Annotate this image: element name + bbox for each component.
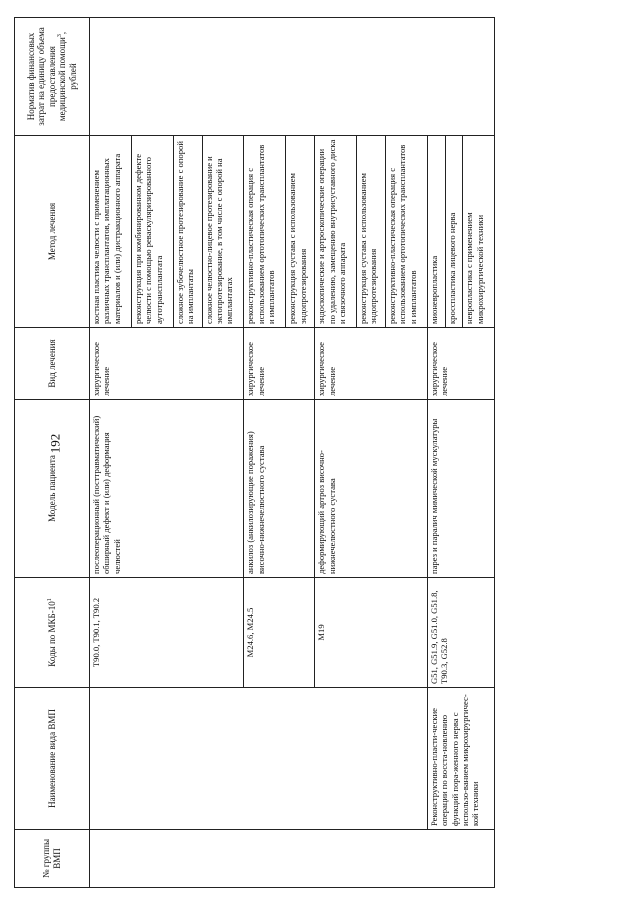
cell-treatment-method: реконструкция сустава с использованием эндопротезирования (356, 136, 385, 328)
cell-norm-cost (90, 18, 495, 136)
cell-treatment-method: реконструктивно-пластическая операция с использованием ортотопических трансплантатов и имплантатов (386, 136, 428, 328)
table-row (427, 18, 445, 888)
cell-treatment-method: мионевропластика (427, 136, 445, 328)
cell-treatment-type: хирургическое лечение (244, 328, 315, 400)
cell-patient-model: анкилоз (анкилозирующие поражения) височно-нижнечелюстного сустава (244, 400, 315, 578)
cell-treatment-method: сложное зубочелюстное протезирование с опорой на имплантаты (173, 136, 202, 328)
cell-treatment-type: хирургическое лечение (315, 328, 428, 400)
header-group-no: № группы ВМП (15, 830, 90, 888)
table-header-row (15, 18, 90, 888)
cell-treatment-method: реконструктивно-пластическая операция с использованием ортотопических трансплантатов и имплантатов (244, 136, 286, 328)
cell-treatment-method: реконструкция сустава с использованием эндопротезирования (286, 136, 315, 328)
header-treatment-method: Метод лечения (15, 136, 90, 328)
cell-icd-codes: M19 (315, 578, 428, 688)
header-icd-codes-text: Коды по МКБ-10 (46, 601, 57, 667)
cell-treatment-method: невропластика с применением микрохирургической техники (463, 136, 495, 328)
cell-patient-model: парез и паралич мимической мускулатуры (427, 400, 494, 578)
header-icd-footnote: 1 (46, 598, 53, 602)
cell-vmp-name (90, 688, 428, 830)
cell-treatment-method: эндоскопические и артроскопические операции по удалению, замещению внутрисуставного диска и связочного аппарата (315, 136, 357, 328)
cell-treatment-method: реконструкция при комбинированном дефекте челюсти с помощью реваскуляризированного аутотрансплантата (131, 136, 173, 328)
header-norm-footnote: 3 (57, 34, 64, 38)
header-treatment-type: Вид лечения (15, 328, 90, 400)
cell-treatment-method: сложное челюстно-лицевое протезирование и эктопротезирование, в том числе с опорой на имплантатах (202, 136, 244, 328)
header-norm-unit: , рублей (57, 31, 78, 90)
vmp-table (14, 17, 495, 888)
header-vmp-name: Наименование вида ВМП (15, 688, 90, 830)
cell-patient-model: деформирующий артроз височно-нижнечелюстного сустава (315, 400, 428, 578)
table-row (90, 18, 132, 888)
cell-patient-model: послеоперационный (посттравматический) обширный дефект и (или) деформация челюстей (90, 400, 244, 578)
cell-icd-codes: M24.6, M24.5 (244, 578, 315, 688)
rotated-table-wrapper (14, 18, 495, 888)
header-norm-cost-text: Норматив финансовых затрат на единицу объема предоставления медицинской помощи (25, 27, 68, 126)
header-icd-codes (15, 578, 90, 688)
cell-icd-codes: G51, G51.9, G51.0, G51.8, T90.3, G52.8 (427, 578, 494, 688)
header-norm-cost (15, 18, 90, 136)
cell-treatment-method: костная пластика челюсти с применением различных трансплантатов, имплатационных материалов и (или) дистракционного аппарата (90, 136, 132, 328)
cell-group-no (90, 830, 495, 888)
cell-icd-codes: T90.0, T90.1, T90.2 (90, 578, 244, 688)
header-patient-model: Модель пациента (15, 400, 90, 578)
cell-treatment-type: хирургическое лечение (427, 328, 494, 400)
page-number: 192 (47, 433, 63, 454)
cell-treatment-method: кросспластика лицевого нерва (445, 136, 463, 328)
cell-treatment-type: хирургическое лечение (90, 328, 244, 400)
cell-vmp-name: Реконструктивно-пласти-ческие операции по восста-новлению функций пора-женного нерва с использо-ванием микрохирургичес-кой техники (427, 688, 494, 830)
